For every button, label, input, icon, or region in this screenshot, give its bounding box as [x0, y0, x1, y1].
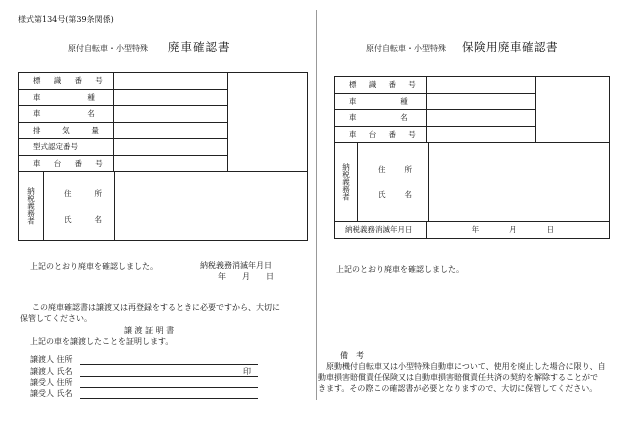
left-tax-end-date: 年 月 日	[218, 272, 274, 281]
model-cert-value	[113, 139, 228, 156]
displacement-value	[113, 122, 228, 139]
transfer-title: 譲 渡 証 明 書	[124, 326, 175, 335]
right-confirm-text: 上記のとおり廃車を確認しました。	[336, 265, 464, 274]
right-row-vehicle-type: 車 種	[349, 96, 408, 106]
left-name-label: 氏 名	[64, 214, 102, 224]
remarks-title: 備 考	[340, 351, 364, 360]
left-tax-end-label: 納税義務消滅年月日	[200, 261, 272, 270]
right-title: 保険用廃車確認書	[462, 40, 558, 54]
remarks-line2: 動車損害賠償責任保険又は自動車損害賠償責任共済の契約を解除することがで	[318, 373, 598, 382]
transferee-address-label: 譲受人 住所	[30, 378, 73, 387]
right-taxpayer-value	[429, 143, 609, 221]
right-subtitle: 原付自転車・小型特殊	[366, 44, 446, 53]
row-vehicle-name: 車 名	[33, 109, 95, 119]
vehicle-type-value	[113, 89, 228, 106]
vehicle-name-value	[113, 106, 228, 123]
right-name-label: 氏 名	[378, 190, 412, 199]
form-number: 様式第134号(第39条関係)	[18, 15, 114, 24]
right-row-plate-number: 標 識 番 号	[349, 80, 416, 90]
transferee-name-line	[80, 398, 258, 399]
remarks-line3: きます。その際この確認書が必要となりますので、大切に保管してください。	[318, 384, 598, 393]
row-displacement: 排 気 量	[33, 125, 99, 135]
right-taxpayer-label: 納税義務者	[341, 163, 351, 201]
left-stamp-area	[228, 73, 308, 172]
right-stamp-area	[536, 77, 610, 143]
right-form-table	[334, 76, 610, 239]
transferor-name-label: 譲渡人 氏名	[30, 367, 73, 376]
row-vehicle-type: 車 種	[33, 92, 95, 102]
row-chassis-number: 車 台 番 号	[33, 158, 103, 168]
left-confirm-text: 上記のとおり廃車を確認しました。	[30, 262, 158, 271]
left-address-label: 住 所	[64, 188, 102, 198]
right-vehicle-type-value	[426, 93, 536, 110]
left-taxpayer-label: 納税義務者	[26, 187, 36, 225]
plate-number-value	[113, 73, 228, 90]
right-tax-end-label: 納税義務消滅年月日	[345, 225, 413, 235]
transferor-address-line	[80, 364, 258, 365]
seal-mark: 印	[243, 367, 251, 376]
transferee-name-label: 譲受人 氏名	[30, 389, 73, 398]
left-form-table	[18, 72, 308, 241]
right-tax-end-date: 年 月 日	[471, 225, 554, 235]
row-model-cert: 型式認定番号	[33, 142, 78, 152]
chassis-number-value	[113, 155, 228, 172]
right-vehicle-name-value	[426, 110, 536, 127]
transferor-name-line	[80, 376, 258, 377]
page-divider	[316, 10, 317, 400]
left-subtitle: 原付自転車・小型特殊	[68, 44, 148, 53]
row-plate-number: 標 識 番 号	[33, 76, 103, 86]
left-title: 廃車確認書	[168, 40, 231, 54]
transferee-address-line	[80, 387, 258, 388]
right-plate-number-value	[426, 77, 536, 94]
right-row-vehicle-name: 車 名	[349, 113, 408, 123]
left-taxpayer-value	[115, 172, 307, 240]
transferor-address-label: 譲渡人 住所	[30, 355, 73, 364]
left-note-line1: この廃車確認書は譲渡又は再登録をするときに必要ですから、大切に	[32, 303, 280, 312]
left-note-line2: 保管してください。	[20, 314, 92, 323]
right-address-label: 住 所	[378, 165, 412, 174]
right-chassis-number-value	[426, 126, 536, 143]
transfer-text: 上記の車を譲渡したことを証明します。	[30, 337, 174, 346]
remarks-line1: 原動機付自転車又は小型特殊自動車について、使用を廃止した場合に限り、自	[326, 362, 606, 371]
right-row-chassis-number: 車 台 番 号	[349, 129, 416, 139]
